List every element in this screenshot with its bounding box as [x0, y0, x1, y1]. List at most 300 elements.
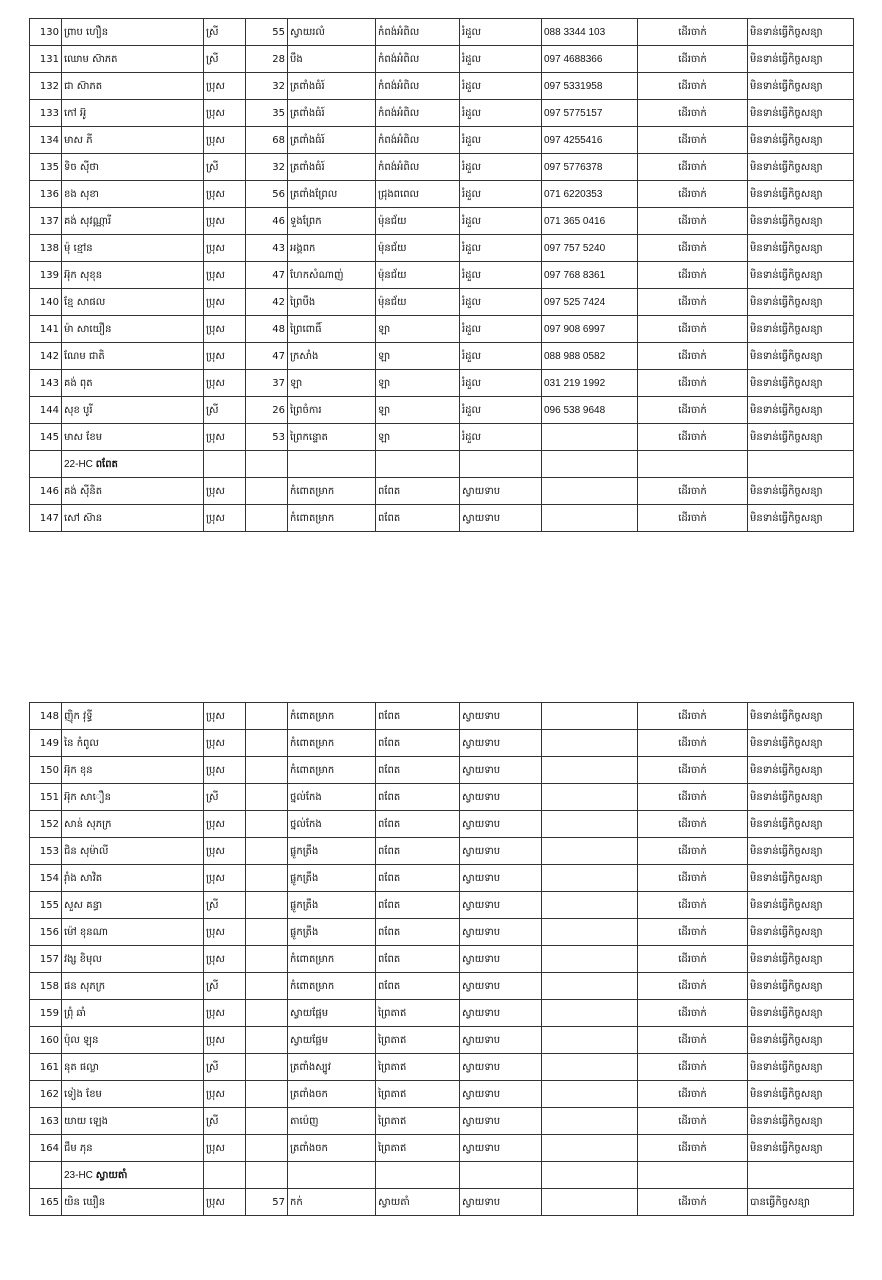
village-cell: ព្រៃបឹង [288, 289, 376, 316]
age-cell: 28 [246, 46, 288, 73]
commune-cell: ម៉ុនជ័យ [376, 208, 460, 235]
commune-cell: ពពែត [376, 757, 460, 784]
sex-cell: ប្រុស [204, 343, 246, 370]
table-row [30, 865, 854, 892]
commune-cell: ឡា [376, 397, 460, 424]
action-cell: ដើរចាក់ [638, 946, 748, 973]
contract-status-cell: មិនទាន់ធ្វើកិច្ចសន្យា [748, 1135, 854, 1162]
phone-cell [542, 505, 638, 532]
district-cell: រំដួល [460, 19, 542, 46]
age-cell [246, 811, 288, 838]
person-name: ណែម ជាតិ [62, 343, 204, 370]
action-cell: ដើរចាក់ [638, 127, 748, 154]
action-cell: ដើរចាក់ [638, 703, 748, 730]
table-row [30, 1000, 854, 1027]
contract-status-cell: មិនទាន់ធ្វើកិច្ចសន្យា [748, 73, 854, 100]
table-row [30, 838, 854, 865]
age-cell: 46 [246, 208, 288, 235]
age-cell [246, 919, 288, 946]
village-cell: ឡា [288, 370, 376, 397]
action-cell: ដើរចាក់ [638, 424, 748, 451]
sex-cell: ប្រុស [204, 181, 246, 208]
commune-cell: ពពែត [376, 973, 460, 1000]
action-cell: ដើរចាក់ [638, 919, 748, 946]
contract-status-cell: មិនទាន់ធ្វើកិច្ចសន្យា [748, 154, 854, 181]
village-cell: ព្រៃកន្ទោត [288, 424, 376, 451]
action-cell: ដើរចាក់ [638, 100, 748, 127]
section-empty-cell [638, 451, 748, 478]
row-number: 164 [30, 1135, 62, 1162]
sex-cell: ប្រុស [204, 478, 246, 505]
row-number: 130 [30, 19, 62, 46]
sex-cell: ប្រុស [204, 838, 246, 865]
action-cell: ដើរចាក់ [638, 478, 748, 505]
phone-cell: 097 525 7424 [542, 289, 638, 316]
phone-cell [542, 784, 638, 811]
sex-cell: ប្រុស [204, 703, 246, 730]
action-cell: ដើរចាក់ [638, 370, 748, 397]
village-cell: ព្រៃពោធិ៍ [288, 316, 376, 343]
contract-status-cell: មិនទាន់ធ្វើកិច្ចសន្យា [748, 703, 854, 730]
action-cell: ដើរចាក់ [638, 262, 748, 289]
table-row [30, 892, 854, 919]
row-number: 138 [30, 235, 62, 262]
section-empty-cell [542, 451, 638, 478]
row-number: 153 [30, 838, 62, 865]
action-cell: ដើរចាក់ [638, 46, 748, 73]
sex-cell: ស្រី [204, 1108, 246, 1135]
age-cell: 57 [246, 1189, 288, 1216]
district-cell: រំដួល [460, 289, 542, 316]
action-cell: ដើរចាក់ [638, 289, 748, 316]
commune-cell: ម៉ុនជ័យ [376, 289, 460, 316]
phone-cell: 071 6220353 [542, 181, 638, 208]
action-cell: ដើរចាក់ [638, 757, 748, 784]
section-empty-cell [376, 1162, 460, 1189]
table-row [30, 973, 854, 1000]
person-name: យាយ ឡេង [62, 1108, 204, 1135]
table-row [30, 343, 854, 370]
commune-cell: ព្រៃតាឥ [376, 1108, 460, 1135]
age-cell: 43 [246, 235, 288, 262]
table-row [30, 73, 854, 100]
section-empty-cell [246, 451, 288, 478]
row-number: 162 [30, 1081, 62, 1108]
sex-cell: ប្រុស [204, 505, 246, 532]
age-cell [246, 892, 288, 919]
row-number: 145 [30, 424, 62, 451]
table-row [30, 946, 854, 973]
person-name: គង់ ពុត [62, 370, 204, 397]
sex-cell: ប្រុស [204, 127, 246, 154]
phone-cell [542, 730, 638, 757]
phone-cell: 088 988 0582 [542, 343, 638, 370]
commune-cell: ពពែត [376, 892, 460, 919]
commune-cell: ព្រៃតាឥ [376, 1135, 460, 1162]
action-cell: ដើរចាក់ [638, 1054, 748, 1081]
row-number: 140 [30, 289, 62, 316]
sex-cell: ប្រុស [204, 1081, 246, 1108]
table-row [30, 46, 854, 73]
phone-cell [542, 424, 638, 451]
person-name: វង្ស ខិមុល [62, 946, 204, 973]
action-cell: ដើរចាក់ [638, 730, 748, 757]
village-cell: ផ្លូកត្រឹង [288, 919, 376, 946]
person-name: នៃ កំពូល [62, 730, 204, 757]
age-cell [246, 1054, 288, 1081]
age-cell: 42 [246, 289, 288, 316]
age-cell: 47 [246, 262, 288, 289]
age-cell [246, 784, 288, 811]
action-cell: ដើរចាក់ [638, 505, 748, 532]
commune-cell: កំពង់អំពិល [376, 73, 460, 100]
row-number: 150 [30, 757, 62, 784]
village-cell: កំពោតម្រាក [288, 703, 376, 730]
phone-cell [542, 703, 638, 730]
row-number: 161 [30, 1054, 62, 1081]
table-row [30, 757, 854, 784]
register-table-top [29, 18, 854, 532]
village-cell: ថ្នល់កែង [288, 811, 376, 838]
sex-cell: ប្រុស [204, 1000, 246, 1027]
district-cell: រំដួល [460, 73, 542, 100]
district-cell: រំដួល [460, 100, 542, 127]
section-header-row [30, 451, 854, 478]
row-number: 146 [30, 478, 62, 505]
district-cell: ស្វាយទាប [460, 919, 542, 946]
commune-cell: ស្វាយតាំ [376, 1189, 460, 1216]
section-name: ពពែត [95, 458, 118, 470]
contract-status-cell: មិនទាន់ធ្វើកិច្ចសន្យា [748, 397, 854, 424]
row-number: 132 [30, 73, 62, 100]
section-code: 22-HC [64, 458, 93, 470]
contract-status-cell: មិនទាន់ធ្វើកិច្ចសន្យា [748, 235, 854, 262]
action-cell: ដើរចាក់ [638, 838, 748, 865]
phone-cell [542, 1108, 638, 1135]
table-row [30, 154, 854, 181]
contract-status-cell: មិនទាន់ធ្វើកិច្ចសន្យា [748, 127, 854, 154]
contract-status-cell: មិនទាន់ធ្វើកិច្ចសន្យា [748, 892, 854, 919]
person-name: ផន សុភក្រ [62, 973, 204, 1000]
commune-cell: ពពែត [376, 865, 460, 892]
contract-status-cell: មិនទាន់ធ្វើកិច្ចសន្យា [748, 343, 854, 370]
phone-cell [542, 1189, 638, 1216]
age-cell [246, 1000, 288, 1027]
contract-status-cell: មិនទាន់ធ្វើកិច្ចសន្យា [748, 478, 854, 505]
district-cell: ស្វាយទាប [460, 1000, 542, 1027]
action-cell: ដើរចាក់ [638, 973, 748, 1000]
commune-cell: ឡា [376, 316, 460, 343]
village-cell: កំពោតម្រាក [288, 973, 376, 1000]
section-header-row [30, 1162, 854, 1189]
section-empty-cell [542, 1162, 638, 1189]
phone-cell [542, 1027, 638, 1054]
person-name: ជិន សុម៉ាលី [62, 838, 204, 865]
contract-status-cell: មិនទាន់ធ្វើកិច្ចសន្យា [748, 100, 854, 127]
phone-cell [542, 811, 638, 838]
contract-status-cell: មិនទាន់ធ្វើកិច្ចសន្យា [748, 730, 854, 757]
table-row [30, 316, 854, 343]
row-number: 163 [30, 1108, 62, 1135]
person-name: អ៊ុក សាឿន [62, 784, 204, 811]
age-cell: 53 [246, 424, 288, 451]
person-name: កៅ អ៊ូ [62, 100, 204, 127]
person-name: ខង សុខា [62, 181, 204, 208]
district-cell: ស្វាយទាប [460, 478, 542, 505]
commune-cell: កំពង់អំពិល [376, 154, 460, 181]
person-name: ឈោម ស៊ាភត [62, 46, 204, 73]
sex-cell: ស្រី [204, 46, 246, 73]
village-cell: ផ្លូកត្រឹង [288, 865, 376, 892]
person-name: ព្រុំ ឆាំ [62, 1000, 204, 1027]
row-number: 158 [30, 973, 62, 1000]
phone-cell [542, 946, 638, 973]
sex-cell: ប្រុស [204, 919, 246, 946]
sex-cell: ស្រី [204, 154, 246, 181]
contract-status-cell: មិនទាន់ធ្វើកិច្ចសន្យា [748, 370, 854, 397]
phone-cell: 088 3344 103 [542, 19, 638, 46]
commune-cell: កំពង់អំពិល [376, 19, 460, 46]
row-number: 139 [30, 262, 62, 289]
phone-cell: 097 5776378 [542, 154, 638, 181]
contract-status-cell: មិនទាន់ធ្វើកិច្ចសន្យា [748, 757, 854, 784]
person-name: អ៊ុក សុខុន [62, 262, 204, 289]
age-cell: 55 [246, 19, 288, 46]
person-name: មាស ភី [62, 127, 204, 154]
phone-cell [542, 892, 638, 919]
sex-cell: ប្រុស [204, 757, 246, 784]
row-number: 151 [30, 784, 62, 811]
sex-cell: ប្រុស [204, 316, 246, 343]
section-empty-cell [30, 451, 62, 478]
phone-cell [542, 1081, 638, 1108]
phone-cell [542, 478, 638, 505]
person-name: យិន ឃឿន [62, 1189, 204, 1216]
village-cell: ត្រពាំងធំរ៍ [288, 100, 376, 127]
age-cell: 35 [246, 100, 288, 127]
contract-status-cell: មិនទាន់ធ្វើកិច្ចសន្យា [748, 1081, 854, 1108]
person-name: ជា ស៊ាភត [62, 73, 204, 100]
contract-status-cell: មិនទាន់ធ្វើកិច្ចសន្យា [748, 316, 854, 343]
age-cell [246, 703, 288, 730]
district-cell: ស្វាយទាប [460, 1081, 542, 1108]
village-cell: ហែកសំណាញ់ [288, 262, 376, 289]
district-cell: ស្វាយទាប [460, 1027, 542, 1054]
district-cell: រំដួល [460, 262, 542, 289]
contract-status-cell: មិនទាន់ធ្វើកិច្ចសន្យា [748, 973, 854, 1000]
phone-cell: 097 757 5240 [542, 235, 638, 262]
commune-cell: ពពែត [376, 478, 460, 505]
sex-cell: ប្រុស [204, 235, 246, 262]
phone-cell: 071 365 0416 [542, 208, 638, 235]
sex-cell: ស្រី [204, 784, 246, 811]
commune-cell: ពពែត [376, 505, 460, 532]
section-empty-cell [638, 1162, 748, 1189]
table-row [30, 919, 854, 946]
village-cell: ព្រៃចំការ [288, 397, 376, 424]
age-cell [246, 946, 288, 973]
section-title-cell [62, 1162, 204, 1189]
section-empty-cell [204, 1162, 246, 1189]
row-number: 131 [30, 46, 62, 73]
village-cell: ផ្លូកត្រឹង [288, 892, 376, 919]
sex-cell: ប្រុស [204, 865, 246, 892]
village-cell: ក្រសាំង [288, 343, 376, 370]
table-row [30, 505, 854, 532]
table-row [30, 262, 854, 289]
row-number: 159 [30, 1000, 62, 1027]
phone-cell [542, 1135, 638, 1162]
person-name: ប៉ុល ឡុន [62, 1027, 204, 1054]
phone-cell [542, 1000, 638, 1027]
contract-status-cell: មិនទាន់ធ្វើកិច្ចសន្យា [748, 946, 854, 973]
table-row [30, 289, 854, 316]
row-number: 147 [30, 505, 62, 532]
row-number: 148 [30, 703, 62, 730]
row-number: 155 [30, 892, 62, 919]
village-cell: អង្គពក [288, 235, 376, 262]
section-empty-cell [748, 451, 854, 478]
commune-cell: ឡា [376, 343, 460, 370]
section-empty-cell [288, 451, 376, 478]
contract-status-cell: មិនទាន់ធ្វើកិច្ចសន្យា [748, 19, 854, 46]
table-row [30, 1189, 854, 1216]
register-table-bottom [29, 702, 854, 1216]
person-name: សាន់ សុភក្រ [62, 811, 204, 838]
district-cell: ស្វាយទាប [460, 892, 542, 919]
action-cell: ដើរចាក់ [638, 784, 748, 811]
section-empty-cell [30, 1162, 62, 1189]
person-name: មាស ខែម [62, 424, 204, 451]
village-cell: ស្វាយផ្អែម [288, 1027, 376, 1054]
village-cell: កំពោតម្រាក [288, 505, 376, 532]
sex-cell: ស្រី [204, 892, 246, 919]
person-name: ម៉ៅ ខុនណា [62, 919, 204, 946]
person-name: ជឹម ភុន [62, 1135, 204, 1162]
district-cell: ស្វាយទាប [460, 730, 542, 757]
district-cell: ស្វាយទាប [460, 1189, 542, 1216]
contract-status-cell: មិនទាន់ធ្វើកិច្ចសន្យា [748, 505, 854, 532]
contract-status-cell: មិនទាន់ធ្វើកិច្ចសន្យា [748, 46, 854, 73]
age-cell [246, 1027, 288, 1054]
action-cell: ដើរចាក់ [638, 397, 748, 424]
village-cell: បឹង [288, 46, 376, 73]
person-name: ម៉ា សាយឿន [62, 316, 204, 343]
commune-cell: ពពែត [376, 838, 460, 865]
phone-cell: 031 219 1992 [542, 370, 638, 397]
age-cell [246, 1108, 288, 1135]
district-cell: ស្វាយទាប [460, 757, 542, 784]
section-name: ស្វាយតាំ [95, 1169, 128, 1181]
age-cell: 32 [246, 154, 288, 181]
action-cell: ដើរចាក់ [638, 19, 748, 46]
table-row [30, 370, 854, 397]
sex-cell: ប្រុស [204, 262, 246, 289]
section-empty-cell [748, 1162, 854, 1189]
commune-cell: កំពង់អំពិល [376, 127, 460, 154]
village-cell: កំពោតម្រាក [288, 757, 376, 784]
commune-cell: ម៉ុនជ័យ [376, 262, 460, 289]
action-cell: ដើរចាក់ [638, 1135, 748, 1162]
village-cell: ត្រពាំងធំរ៍ [288, 154, 376, 181]
commune-cell: ព្រៃតាឥ [376, 1000, 460, 1027]
district-cell: រំដួល [460, 424, 542, 451]
row-number: 142 [30, 343, 62, 370]
district-cell: រំដួល [460, 46, 542, 73]
commune-cell: កំពង់អំពិល [376, 46, 460, 73]
table-row [30, 784, 854, 811]
age-cell: 48 [246, 316, 288, 343]
table-row [30, 703, 854, 730]
action-cell: ដើរចាក់ [638, 235, 748, 262]
action-cell: ដើរចាក់ [638, 154, 748, 181]
action-cell: ដើរចាក់ [638, 892, 748, 919]
age-cell [246, 478, 288, 505]
contract-status-cell: មិនទាន់ធ្វើកិច្ចសន្យា [748, 1000, 854, 1027]
row-number: 165 [30, 1189, 62, 1216]
row-number: 136 [30, 181, 62, 208]
phone-cell: 097 4255416 [542, 127, 638, 154]
person-name: នុត ផល្លា [62, 1054, 204, 1081]
row-number: 156 [30, 919, 62, 946]
commune-cell: ពពែត [376, 703, 460, 730]
contract-status-cell: មិនទាន់ធ្វើកិច្ចសន្យា [748, 1027, 854, 1054]
person-name: អ៊ុក ខុន [62, 757, 204, 784]
table-row [30, 1081, 854, 1108]
village-cell: ត្រពាំងធំរ៍ [288, 73, 376, 100]
commune-cell: ព្រៃតាឥ [376, 1054, 460, 1081]
district-cell: រំដួល [460, 316, 542, 343]
age-cell [246, 1081, 288, 1108]
section-empty-cell [460, 451, 542, 478]
action-cell: ដើរចាក់ [638, 343, 748, 370]
village-cell: តាប៉េញ [288, 1108, 376, 1135]
village-cell: ទួងព្រែក [288, 208, 376, 235]
section-empty-cell [376, 451, 460, 478]
row-number: 143 [30, 370, 62, 397]
contract-status-cell: បានធ្វើកិច្ចសន្យា [748, 1189, 854, 1216]
phone-cell [542, 838, 638, 865]
contract-status-cell: មិនទាន់ធ្វើកិច្ចសន្យា [748, 1108, 854, 1135]
district-cell: ស្វាយទាប [460, 1135, 542, 1162]
district-cell: រំដួល [460, 370, 542, 397]
district-cell: រំដួល [460, 208, 542, 235]
phone-cell [542, 757, 638, 784]
row-number: 144 [30, 397, 62, 424]
table-row [30, 811, 854, 838]
table-row [30, 1108, 854, 1135]
district-cell: រំដួល [460, 343, 542, 370]
sex-cell: ប្រុស [204, 730, 246, 757]
age-cell: 32 [246, 73, 288, 100]
age-cell: 37 [246, 370, 288, 397]
district-cell: ស្វាយទាប [460, 703, 542, 730]
age-cell: 68 [246, 127, 288, 154]
person-name: គង់ ស៊ីនិត [62, 478, 204, 505]
district-cell: ស្វាយទាប [460, 973, 542, 1000]
village-cell: ផ្លូកត្រឹង [288, 838, 376, 865]
age-cell: 47 [246, 343, 288, 370]
section-empty-cell [460, 1162, 542, 1189]
age-cell [246, 1135, 288, 1162]
phone-cell: 097 4688366 [542, 46, 638, 73]
sex-cell: ប្រុស [204, 370, 246, 397]
village-cell: ត្រពាំងចក [288, 1135, 376, 1162]
contract-status-cell: មិនទាន់ធ្វើកិច្ចសន្យា [748, 1054, 854, 1081]
commune-cell: ពពែត [376, 784, 460, 811]
commune-cell: ពពែត [376, 730, 460, 757]
commune-cell: ម៉ុនជ័យ [376, 235, 460, 262]
